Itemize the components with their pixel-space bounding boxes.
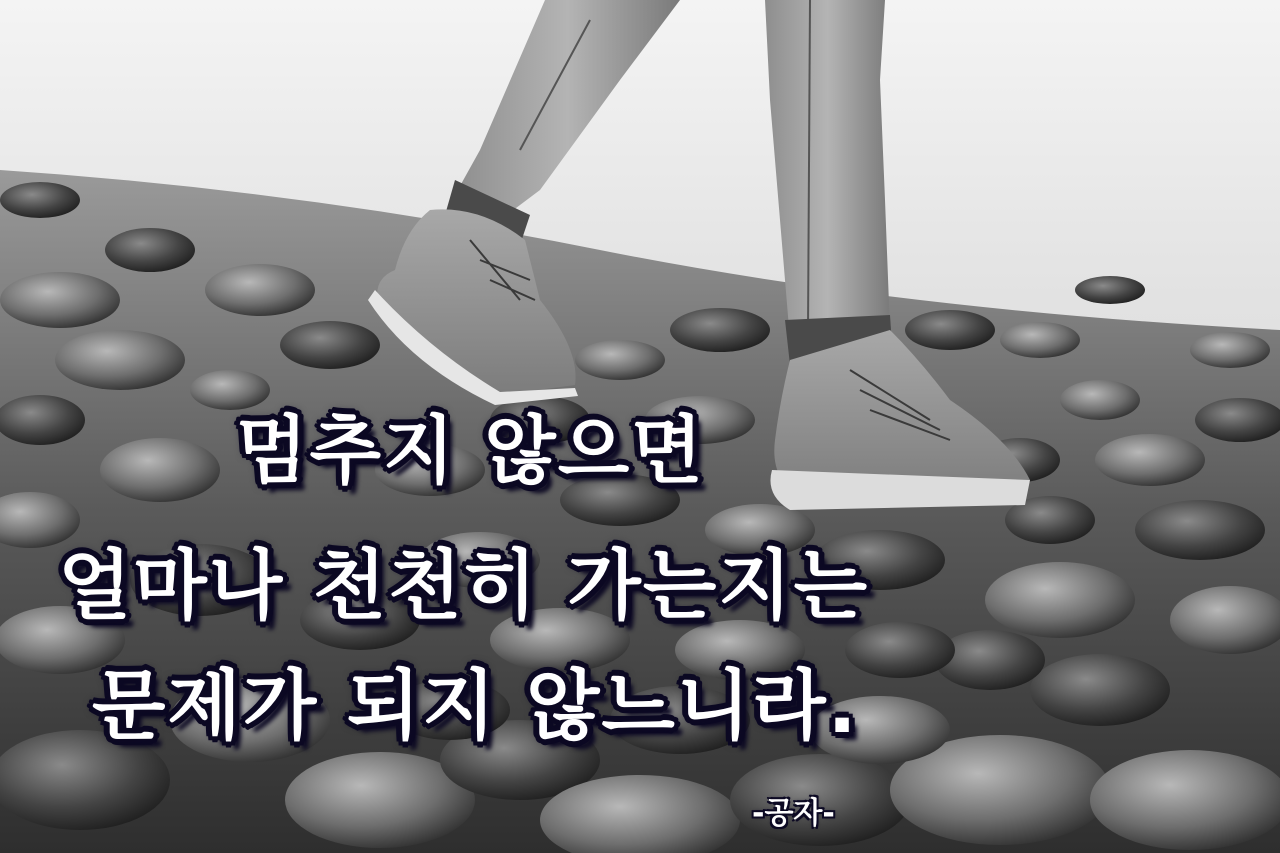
quote-line-2: 얼마나 천천히 가는지는 xyxy=(58,541,870,630)
quote-author: -공자- xyxy=(752,796,835,831)
quote-line-3: 문제가 되지 않느니라. xyxy=(92,661,859,750)
quote-line-1: 멈추지 않으면 xyxy=(236,408,705,494)
